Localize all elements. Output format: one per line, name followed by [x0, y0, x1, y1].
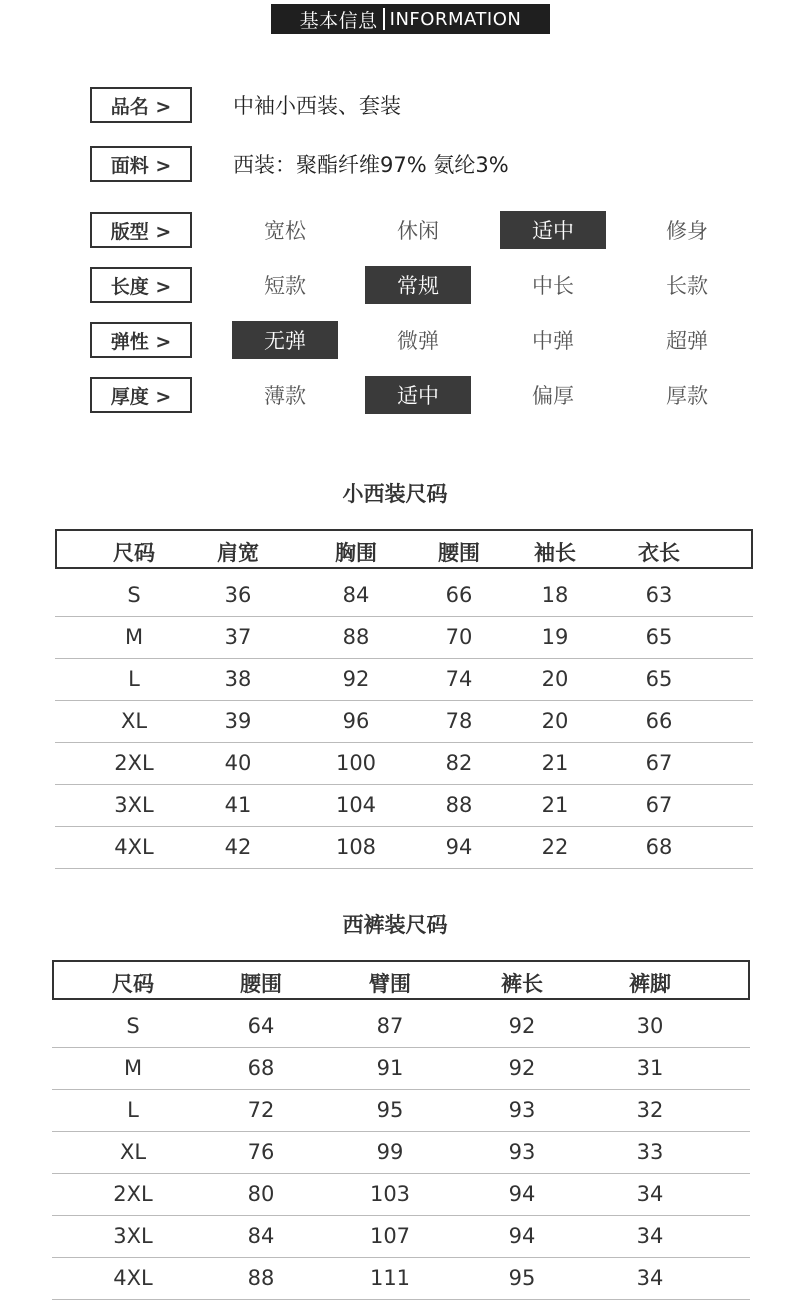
table-cell: 21 [541, 751, 569, 775]
table-cell: 80 [247, 1182, 275, 1206]
table-cell: 94 [445, 835, 473, 859]
table-cell: 100 [335, 751, 377, 775]
table-cell: 84 [342, 583, 370, 607]
table-cell: 40 [224, 751, 252, 775]
table-cell: 39 [224, 709, 252, 733]
table-cell: 99 [376, 1140, 404, 1164]
table-header-cell: 腰围 [240, 972, 282, 996]
table-row-divider [52, 1089, 750, 1090]
table-cell: L [127, 1098, 139, 1122]
table-header-cell: 肩宽 [217, 541, 259, 565]
stretch-label: 弹性 > [90, 322, 192, 358]
table-cell: 2XL [114, 751, 154, 775]
table-cell: 111 [369, 1266, 411, 1290]
table-cell: 41 [224, 793, 252, 817]
table-cell: 34 [636, 1224, 664, 1248]
thickness-option-selected: 适中 [365, 376, 471, 414]
table-cell: 20 [541, 709, 569, 733]
table-cell: 107 [369, 1224, 411, 1248]
table-cell: 67 [645, 751, 673, 775]
stretch-option: 中弹 [532, 329, 574, 353]
banner-cn-title: 基本信息 [299, 9, 378, 32]
fabric-value: 西装：聚酯纤维97% 氨纶3% [233, 153, 509, 177]
table-cell: 93 [508, 1098, 536, 1122]
table-cell: 19 [541, 625, 569, 649]
length-option: 长款 [666, 274, 708, 298]
table-cell: 93 [508, 1140, 536, 1164]
table-cell: 20 [541, 667, 569, 691]
table-cell: 94 [508, 1182, 536, 1206]
table-row-divider [55, 784, 753, 785]
table-row-divider [55, 868, 753, 869]
table-cell: 76 [247, 1140, 275, 1164]
table-cell: 78 [445, 709, 473, 733]
table-cell: 82 [445, 751, 473, 775]
table-cell: 104 [335, 793, 377, 817]
length-option: 短款 [264, 274, 306, 298]
fit-label: 版型 > [90, 212, 192, 248]
table-cell: 74 [445, 667, 473, 691]
table-row-divider [52, 1047, 750, 1048]
table-cell: 95 [376, 1098, 404, 1122]
table-row-divider [55, 616, 753, 617]
name-label: 品名 > [90, 87, 192, 123]
table-cell: 96 [342, 709, 370, 733]
table-row-divider [52, 1257, 750, 1258]
table-cell: 3XL [113, 1224, 153, 1248]
length-label: 长度 > [90, 267, 192, 303]
thickness-option: 厚款 [666, 384, 708, 408]
table-cell: 91 [376, 1056, 404, 1080]
table-cell: 88 [247, 1266, 275, 1290]
stretch-option: 超弹 [666, 329, 708, 353]
banner-en-title: INFORMATION [389, 8, 522, 30]
table-header-cell: 尺码 [113, 541, 155, 565]
table-row-divider [52, 1173, 750, 1174]
fit-option: 休闲 [397, 219, 439, 243]
jacket-table-title: 小西装尺码 [342, 482, 448, 506]
table-cell: 2XL [113, 1182, 153, 1206]
table-cell: 65 [645, 625, 673, 649]
thickness-label: 厚度 > [90, 377, 192, 413]
table-cell: 63 [645, 583, 673, 607]
table-cell: 18 [541, 583, 569, 607]
table-cell: M [123, 1056, 143, 1080]
stretch-option-selected: 无弹 [232, 321, 338, 359]
table-cell: 31 [636, 1056, 664, 1080]
table-cell: 38 [224, 667, 252, 691]
table-cell: 103 [369, 1182, 411, 1206]
table-cell: 21 [541, 793, 569, 817]
pants-table-title: 西裤装尺码 [342, 913, 448, 937]
table-header-cell: 臂围 [369, 972, 411, 996]
table-cell: 108 [335, 835, 377, 859]
table-row-divider [55, 658, 753, 659]
table-cell: S [126, 1014, 140, 1038]
table-cell: 64 [247, 1014, 275, 1038]
table-cell: XL [120, 709, 148, 733]
table-cell: 92 [508, 1014, 536, 1038]
table-header-cell: 裤长 [501, 972, 543, 996]
length-option-selected: 常规 [365, 266, 471, 304]
table-cell: M [124, 625, 144, 649]
table-header-cell: 袖长 [534, 541, 576, 565]
table-cell: 66 [645, 709, 673, 733]
table-cell: 88 [445, 793, 473, 817]
banner-divider [383, 8, 385, 30]
table-cell: 65 [645, 667, 673, 691]
table-cell: 42 [224, 835, 252, 859]
info-banner [271, 4, 550, 34]
table-cell: 88 [342, 625, 370, 649]
table-header-cell: 裤脚 [629, 972, 671, 996]
table-cell: 70 [445, 625, 473, 649]
table-row-divider [55, 700, 753, 701]
table-cell: 87 [376, 1014, 404, 1038]
table-cell: 30 [636, 1014, 664, 1038]
fit-option: 修身 [666, 219, 708, 243]
table-row-divider [52, 1131, 750, 1132]
table-cell: 66 [445, 583, 473, 607]
table-cell: 34 [636, 1182, 664, 1206]
table-cell: 68 [645, 835, 673, 859]
table-header-cell: 胸围 [335, 541, 377, 565]
fabric-label: 面料 > [90, 146, 192, 182]
fit-option-selected: 适中 [500, 211, 606, 249]
table-row-divider [55, 742, 753, 743]
table-cell: 3XL [114, 793, 154, 817]
table-cell: 4XL [113, 1266, 153, 1290]
table-header-cell: 腰围 [438, 541, 480, 565]
table-cell: XL [119, 1140, 147, 1164]
table-cell: 92 [342, 667, 370, 691]
length-option: 中长 [532, 274, 574, 298]
name-value: 中袖小西装、套装 [233, 94, 401, 118]
table-cell: 92 [508, 1056, 536, 1080]
table-cell: 84 [247, 1224, 275, 1248]
table-cell: 32 [636, 1098, 664, 1122]
table-cell: 34 [636, 1266, 664, 1290]
thickness-option: 薄款 [264, 384, 306, 408]
table-cell: 94 [508, 1224, 536, 1248]
table-cell: 33 [636, 1140, 664, 1164]
stretch-option: 微弹 [397, 329, 439, 353]
table-cell: 68 [247, 1056, 275, 1080]
table-cell: 36 [224, 583, 252, 607]
table-row-divider [55, 826, 753, 827]
table-header-cell: 衣长 [638, 541, 680, 565]
table-cell: L [128, 667, 140, 691]
table-cell: 95 [508, 1266, 536, 1290]
fit-option: 宽松 [264, 219, 306, 243]
table-cell: 22 [541, 835, 569, 859]
table-cell: S [127, 583, 141, 607]
table-cell: 72 [247, 1098, 275, 1122]
table-cell: 37 [224, 625, 252, 649]
table-cell: 67 [645, 793, 673, 817]
thickness-option: 偏厚 [532, 384, 574, 408]
table-cell: 4XL [114, 835, 154, 859]
table-row-divider [52, 1215, 750, 1216]
table-header-cell: 尺码 [112, 972, 154, 996]
